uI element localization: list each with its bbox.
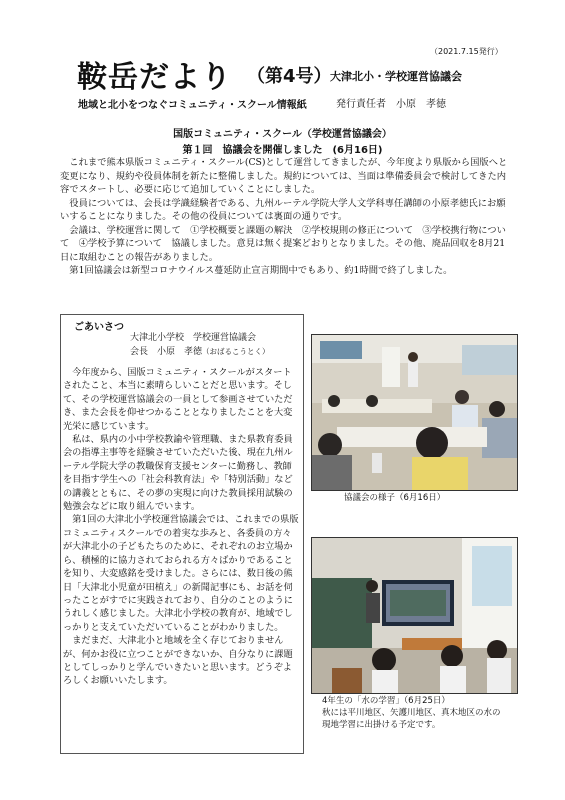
publisher: 発行責任者 小原 孝徳 [336, 99, 446, 110]
article-paragraph: これまで熊本県版コミュニティ・スクール(CS)として運営してきましたが、今年度より県版から国版へと変更になり、規約や役員体制を新たに整備しました。規約については、当面は準備委員会で検討してきた内容でスタートし、必要に応じて追加していくことにしました。 [60, 157, 508, 195]
classroom-photo-caption-3: 現地学習に出掛ける予定です。 [322, 720, 441, 730]
classroom-photo [311, 537, 518, 694]
greeting-name: 会長 小原 孝徳 [130, 347, 203, 357]
article-heading: 国版コミュニティ・スクール（学校運営協議会） [173, 129, 392, 140]
greeting-paragraph: 今年度から、国版コミュニティ・スクールがスタートされたこと、本当に素晴らしいことだと思います。そして、その学校運営協議会の一員として参画させていただき、また会長を仰せつかることとなりましたことを大変光栄に感じています。 [63, 367, 293, 432]
article-subheading: 第１回 協議会を開催しました (6月16日) [182, 145, 383, 156]
article-paragraph: 役員については、会長は学識経験者である、九州ルーテル学院大学人文学科専任講師の小原孝徳氏にお願いすることになりました。その他の役員については裏面の通りです。 [60, 197, 506, 222]
article-body [60, 156, 512, 278]
greeting-heading: ごあいさつ [74, 322, 124, 333]
greeting-body [63, 366, 299, 688]
classroom-photo-caption-1: 4年生の「水の学習」（6月25日） [322, 696, 450, 706]
school-name: 大津北小・学校運営協議会 [330, 70, 462, 83]
meeting-photo [311, 334, 518, 491]
greeting-organization: 大津北小学校 学校運営協議会 [130, 333, 257, 343]
meeting-photo-caption: 協議会の様子（6月16日） [344, 493, 446, 503]
greeting-paragraph: まだまだ、大津北小と地域を全く存じておりませんが、何かお役に立つことができないか、自分なりに課題としてしっかりと学んでいきたいと思います。どうぞよろしくお願いいたします。 [63, 635, 293, 687]
issue-number: （第4号） [247, 66, 332, 87]
greeting-paragraph: 第1回の大津北小学校運営協議会では、これまでの県版コミュニティスクールでの着実な歩みと、各委員の方々が大津北小の子どもたちのために、それぞれのお立場から、積極的に協力されておられる方々ばかりであることを知り、大変感銘を受けました。さらには、数日後の熊日「大津北小児童が田植え」の新聞記事にも、お話を伺ったことがすでに実践されており、自分のことのようにうれしく感じました。大津北小学校の教育が、地域でしっかりと支えていただいていることがわかりました。 [63, 514, 299, 633]
article-paragraph: 第1回協議会は新型コロナウイルス蔓延防止宣言期間中でもあり、約1時間で終了しました。 [69, 265, 453, 276]
greeting-name-kana: （おばるこうとく） [202, 347, 270, 356]
issue-date: （2021.7.15発行） [430, 47, 503, 56]
greeting-paragraph: 私は、県内の小中学校教諭や管理職、また県教育委員会の指導主事等を経験させていただいた後、現在九州ルーテル学院大学の教職保育支援センターに勤務し、教師を目指す学生への「社会科教育法」や「特別活動」などの講義とともに、その夢の実現に向けた教員採用試験の勉強会などに取り組んでいます。 [63, 434, 293, 513]
classroom-photo-caption-2: 秋には平川地区、矢護川地区、真木地区の水の [322, 708, 501, 718]
greeting-signature [130, 344, 270, 357]
newsletter-subtitle: 地域と北小をつなぐコミュニティ・スクール情報紙 [78, 100, 307, 111]
newsletter-title: 鞍岳だより [77, 60, 232, 95]
article-paragraph: 会議は、学校運営に関して ①学校概要と課題の解決 ②学校規則の修正について ③学校携行物について ④学校予算について 協議しました。意見は無く提案どおりとなりました。その他、廃品回収を8月21日に取組むことの報告がありました。 [60, 224, 506, 263]
